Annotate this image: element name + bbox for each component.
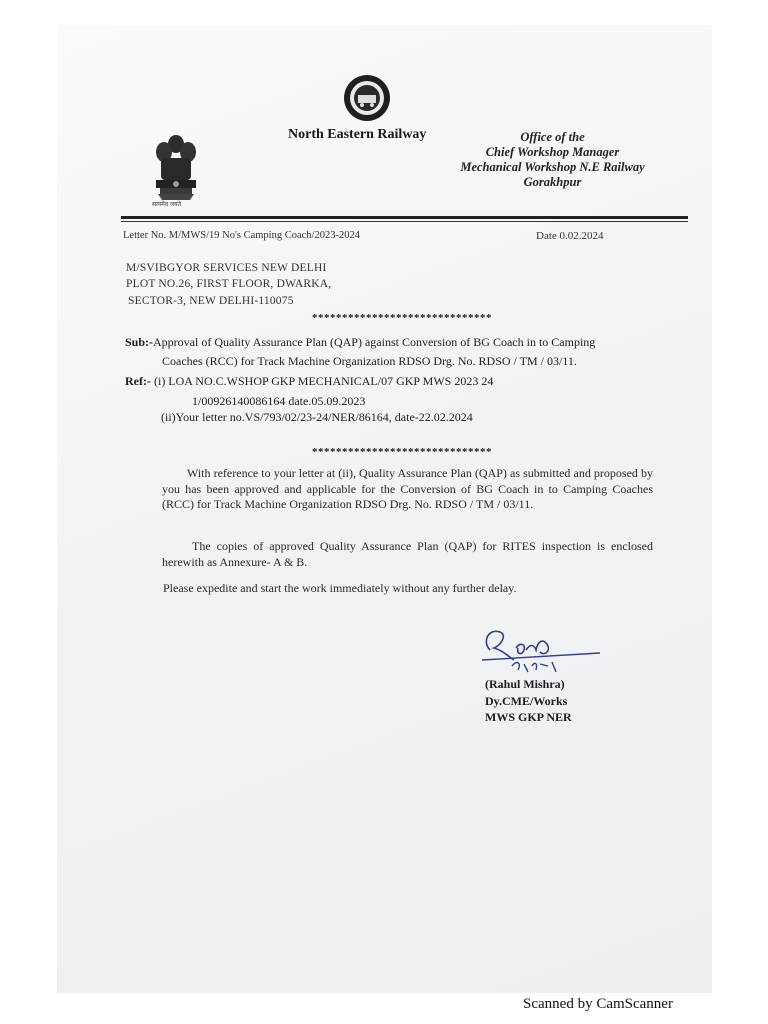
signatory-unit: MWS GKP NER — [485, 710, 572, 724]
subject-text: Approval of Quality Assurance Plan (QAP) against Conversion of BG Coach in to Camping — [153, 335, 596, 349]
separator-stars: ****************************** — [312, 312, 492, 324]
subject-line — [125, 335, 595, 350]
office-line: Mechanical Workshop N.E Railway — [460, 160, 645, 174]
railway-logo-icon — [342, 73, 392, 123]
office-block — [440, 130, 665, 190]
address-line: SECTOR-3, NEW DELHI-110075 — [128, 295, 294, 307]
subject-label: Sub:- — [125, 335, 154, 349]
office-line: Chief Workshop Manager — [485, 145, 620, 159]
body-paragraph: The copies of approved Quality Assurance Plan (QAP) for RITES inspection is enclosed herewith as Annexure- A & B. — [162, 539, 653, 569]
signature-icon — [478, 620, 608, 680]
emblem-caption: सत्यमेव जयते — [152, 202, 182, 208]
subject-continuation: Coaches (RCC) for Track Machine Organization RDSO Drg. No. RDSO / TM / 03/11. — [162, 354, 577, 368]
reference-line — [125, 374, 493, 389]
header-divider-thin — [121, 221, 688, 222]
address-line: M/SVIBGYOR SERVICES NEW DELHI — [126, 262, 327, 274]
reference-label: Ref:- — [125, 374, 151, 388]
body-paragraph: With reference to your letter at (ii), Quality Assurance Plan (QAP) as submitted and proposed by you has been approved and applicable for the Conversion of BG Coach in to Camping Coaches (RCC) for Track Machine Organization RDSO Drg. No. RDSO / TM / 03/11. — [162, 466, 653, 511]
signatory-designation: Dy.CME/Works — [485, 694, 568, 708]
organization-name: North Eastern Railway — [288, 127, 427, 142]
reference-line-2: (ii)Your letter no.VS/793/02/23-24/NER/86164, date-22.02.2024 — [161, 410, 473, 424]
signatory-name: (Rahul Mishra) — [485, 677, 565, 691]
reference-continuation: 1/00926140086164 date.05.09.2023 — [192, 394, 366, 408]
office-line: Gorakhpur — [523, 175, 582, 189]
body-paragraph: Please expedite and start the work immediately without any further delay. — [163, 581, 517, 595]
letter-number: Letter No. M/MWS/19 No's Camping Coach/2023-2024 — [123, 230, 360, 241]
reference-text: (i) LOA NO.C.WSHOP GKP MECHANICAL/07 GKP MWS 2023 24 — [150, 374, 494, 388]
address-line: PLOT NO.26, FIRST FLOOR, DWARKA, — [126, 278, 332, 290]
scanner-watermark: Scanned by CamScanner — [523, 996, 673, 1012]
letter-date: Date 0.02.2024 — [536, 230, 604, 242]
header-divider — [121, 216, 688, 219]
office-line: Office of the — [520, 130, 585, 144]
separator-stars: ****************************** — [312, 446, 492, 458]
